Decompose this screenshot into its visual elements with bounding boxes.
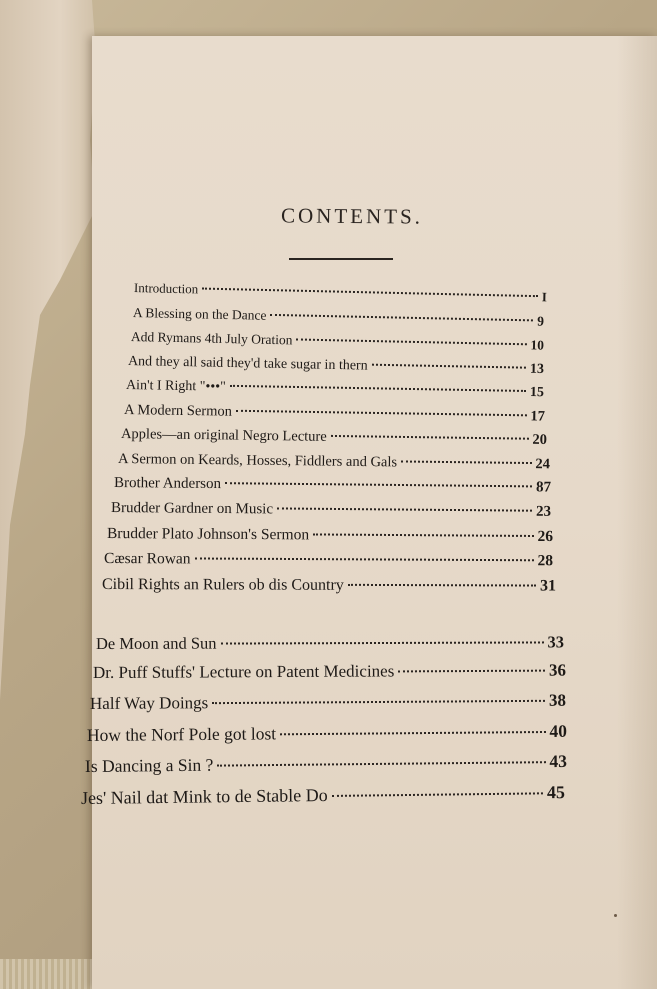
- toc-entry: [124, 402, 545, 426]
- toc-entry: [81, 782, 565, 809]
- toc-entry-title: And they all said they'd take sugar in thern: [127, 354, 368, 374]
- toc-entry-page: 23: [535, 503, 552, 520]
- toc-entry-title: Cibil Rights an Rulers ob dis Country: [101, 576, 344, 594]
- toc-entry: [128, 354, 544, 378]
- dot-leader: [280, 731, 545, 735]
- toc-entry-title: Add Rymans 4th July Oration: [130, 329, 293, 348]
- toc-entry-title: Brother Anderson: [113, 475, 222, 493]
- toc-entry-page: 10: [530, 337, 545, 353]
- dot-leader: [313, 533, 533, 537]
- toc-entry-page: 9: [537, 313, 545, 329]
- toc-entry: [126, 378, 544, 401]
- toc-entry: [93, 661, 566, 683]
- toc-entry-page: I: [541, 289, 548, 305]
- dot-leader: [401, 460, 531, 464]
- toc-entry-page: 40: [549, 720, 568, 741]
- dot-leader: [217, 761, 545, 766]
- toc-entry-page: 45: [546, 782, 566, 803]
- page-heading: CONTENTS.: [280, 203, 424, 229]
- dot-leader: [212, 700, 545, 704]
- toc-entry: [121, 426, 547, 449]
- toc-entry-page: 87: [535, 479, 552, 496]
- toc-entry: [104, 550, 553, 570]
- toc-entry: [87, 721, 567, 746]
- dot-leader: [296, 338, 526, 345]
- toc-entry-title: Ain't I Right "•••": [125, 378, 226, 395]
- toc-entry: [111, 500, 551, 521]
- toc-entry-page: 13: [529, 361, 545, 377]
- toc-entry-title: A Blessing on the Dance: [132, 305, 267, 323]
- toc-entry-title: Is Dancing a Sin ?: [84, 754, 214, 776]
- toc-entry: [131, 329, 544, 354]
- toc-entry: [96, 632, 564, 654]
- toc-entry-title: Introduction: [133, 280, 199, 297]
- dot-leader: [398, 670, 545, 673]
- toc-entry-title: Apples—an original Negro Lecture: [120, 426, 327, 445]
- toc-entry-page: 28: [537, 552, 554, 570]
- toc-entry-title: De Moon and Sun: [95, 633, 217, 653]
- toc-entry-title: Half Way Doings: [89, 693, 209, 713]
- table-of-contents: [80, 36, 657, 989]
- book-page: [80, 36, 657, 989]
- toc-entry: [107, 525, 553, 546]
- toc-entry-page: 26: [537, 528, 554, 546]
- toc-entry-title: A Modern Sermon: [123, 402, 233, 420]
- toc-entry-page: 31: [539, 577, 557, 595]
- toc-entry-title: Dr. Puff Stuffs' Lecture on Patent Medicines: [92, 661, 395, 682]
- toc-entry: [85, 751, 567, 777]
- dot-leader: [195, 557, 534, 561]
- dot-leader: [225, 482, 532, 487]
- toc-entry: [133, 305, 544, 330]
- toc-entry-title: How the Norf Pole got lost: [86, 723, 277, 745]
- toc-entry-page: 15: [529, 385, 545, 401]
- paper-speck: [614, 914, 617, 917]
- toc-entry-title: Cæsar Rowan: [103, 550, 191, 568]
- toc-entry: [134, 280, 547, 305]
- toc-entry: [118, 451, 550, 473]
- toc-entry-page: 38: [548, 690, 567, 710]
- dot-leader: [348, 584, 536, 587]
- toc-entry: [114, 475, 551, 497]
- dot-leader: [331, 435, 529, 440]
- toc-entry-title: Brudder Gardner on Music: [110, 500, 274, 518]
- dot-leader: [202, 288, 538, 298]
- toc-entry-page: 33: [547, 632, 565, 652]
- toc-entry-page: 17: [530, 408, 546, 425]
- toc-entry-page: 36: [548, 660, 567, 680]
- dot-leader: [236, 410, 527, 417]
- toc-entry-page: 20: [532, 431, 548, 448]
- toc-entry: [102, 576, 556, 596]
- dot-leader: [332, 792, 543, 797]
- toc-entry-title: Brudder Plato Johnson's Sermon: [106, 525, 310, 544]
- toc-entry-title: Jes' Nail dat Mink to de Stable Do: [80, 784, 328, 808]
- dot-leader: [270, 314, 533, 322]
- dot-leader: [221, 641, 544, 644]
- dot-leader: [230, 385, 526, 392]
- dot-leader: [372, 364, 526, 369]
- dot-leader: [277, 507, 532, 511]
- toc-entry-page: 24: [535, 456, 551, 473]
- toc-entry-page: 43: [549, 750, 568, 772]
- torn-left-page: [0, 0, 100, 700]
- toc-entry: [90, 691, 566, 714]
- toc-entry-title: A Sermon on Keards, Hosses, Fiddlers and Gals: [117, 451, 398, 471]
